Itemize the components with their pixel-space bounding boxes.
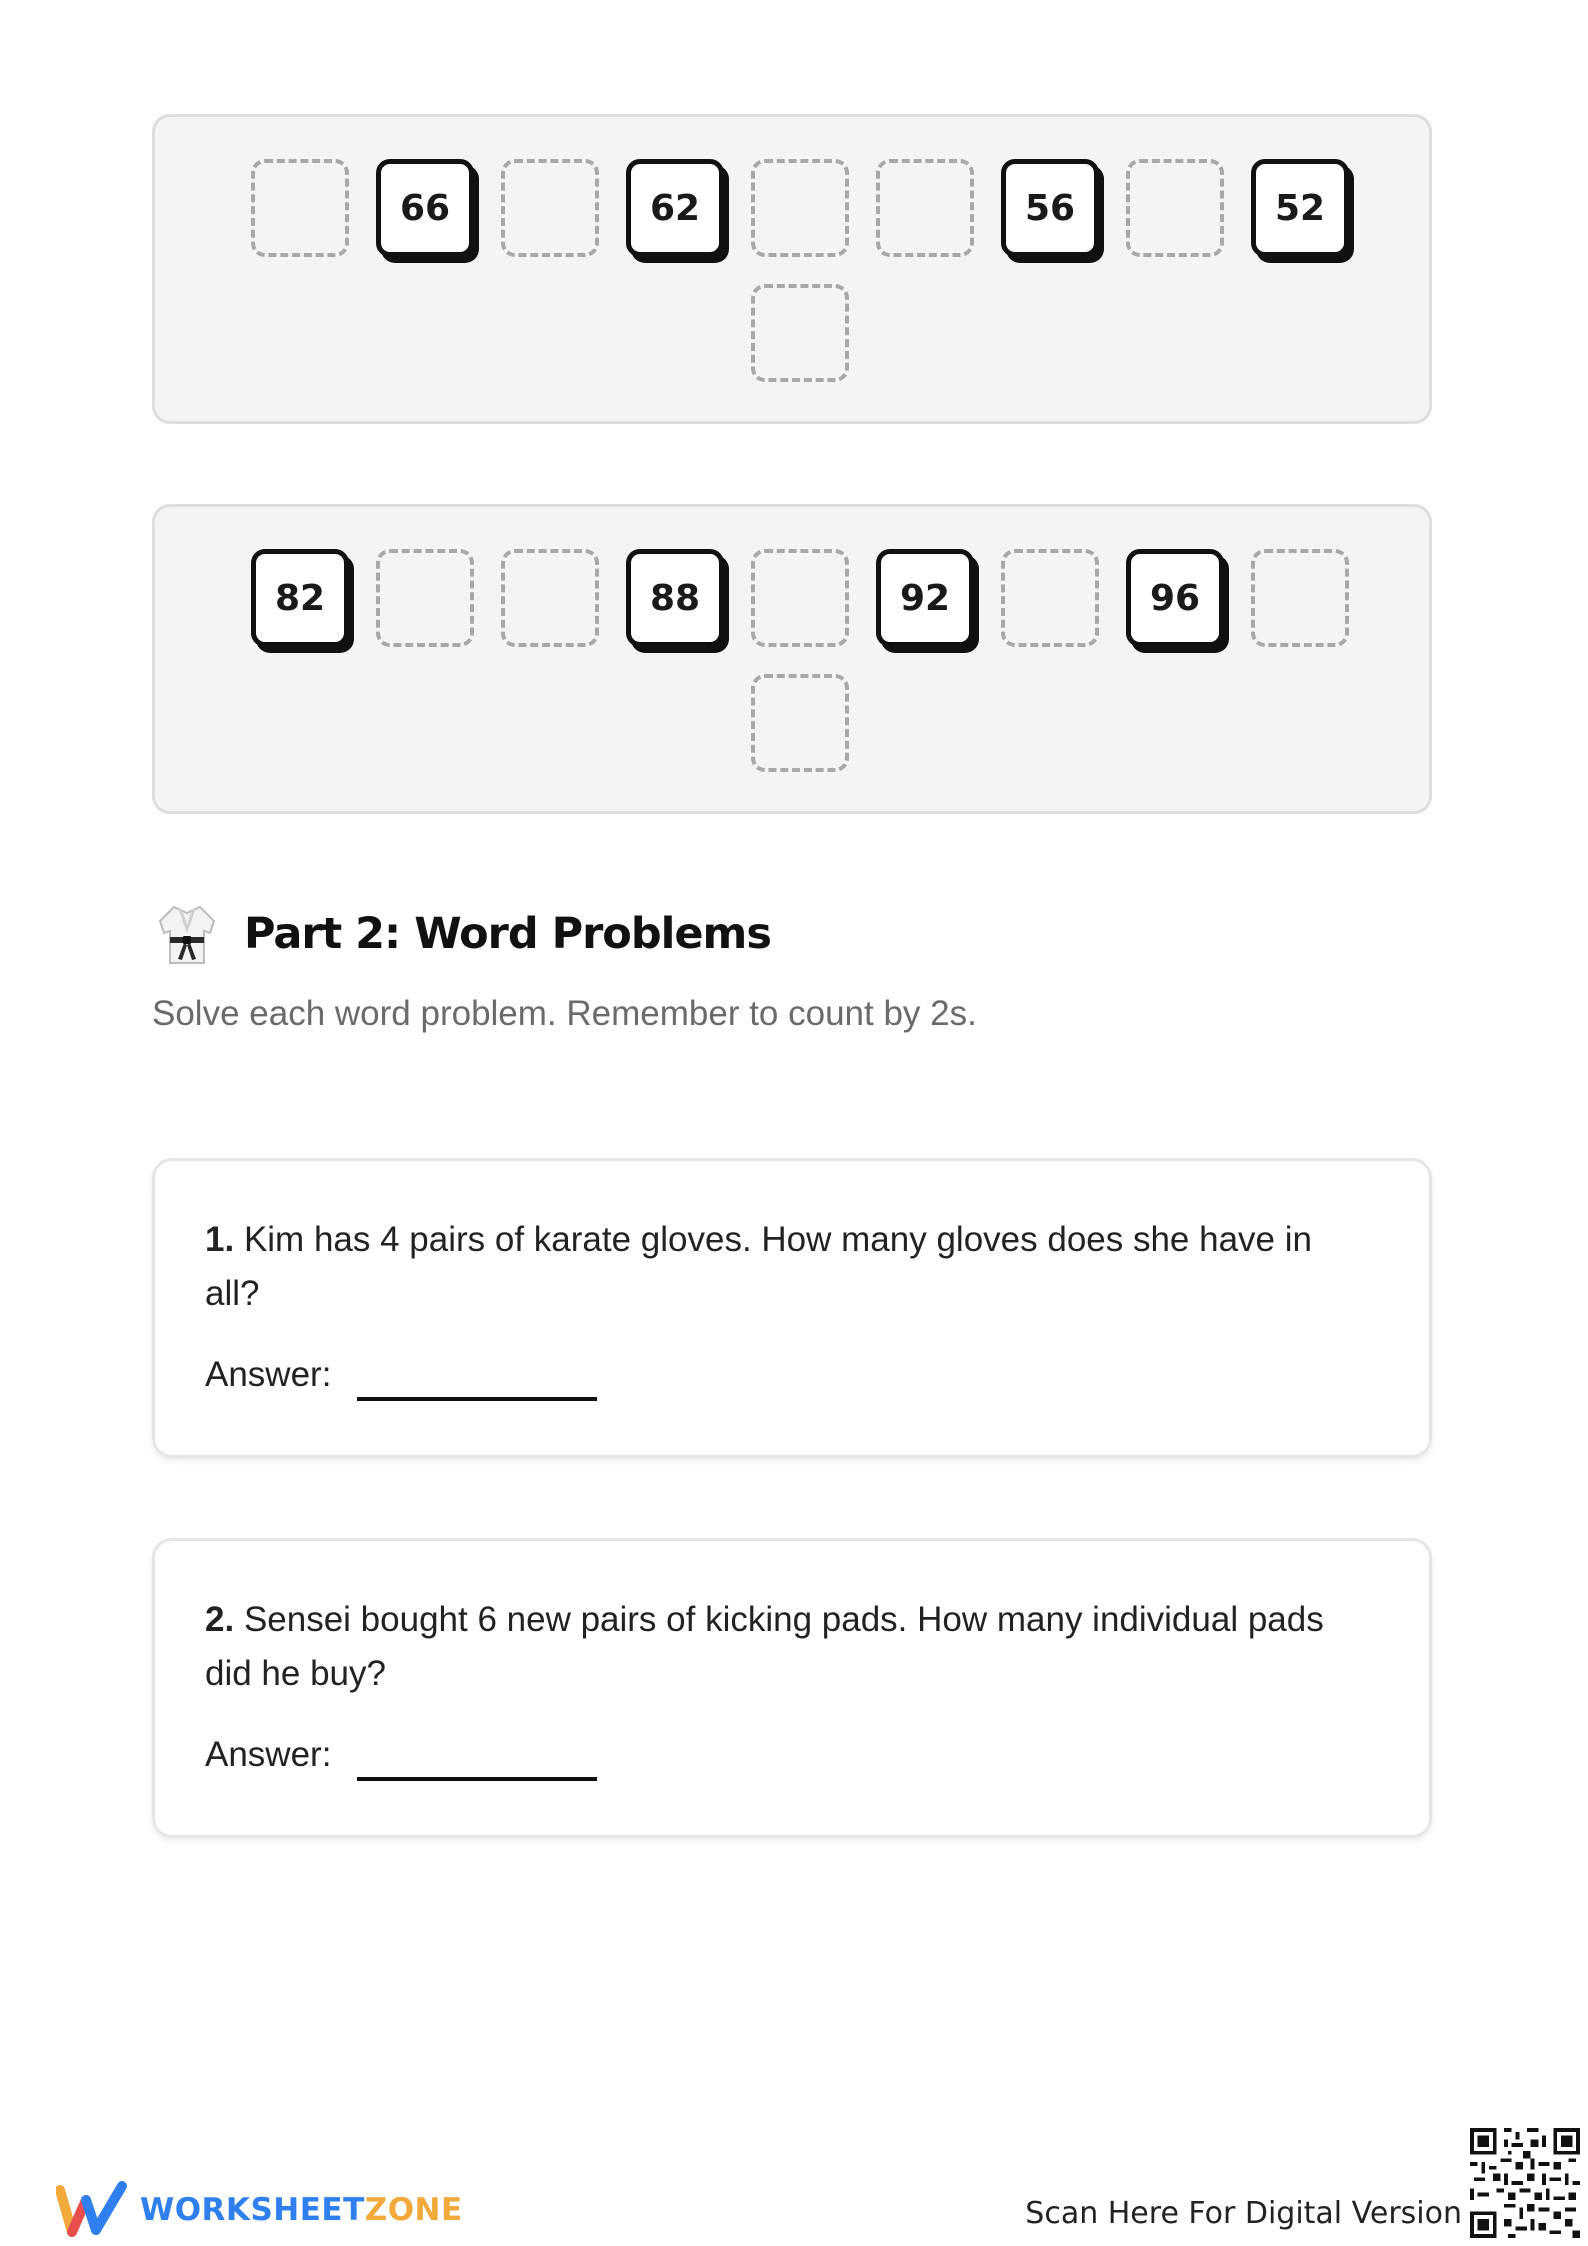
part2-heading-row <box>152 898 771 970</box>
part2-heading: Part 2: Word Problems <box>244 909 771 959</box>
brand-name <box>140 2192 463 2228</box>
sequence-cell[interactable] <box>751 549 849 647</box>
karate-gi-icon <box>152 899 222 969</box>
problem-question: Kim has 4 pairs of karate gloves. How many gloves does she have in all? <box>205 1220 1312 1313</box>
sequence-cell[interactable] <box>501 159 599 257</box>
answer-row <box>205 1355 597 1395</box>
sequence-cell[interactable] <box>751 674 849 772</box>
sequence-cell[interactable]: 56 <box>1001 159 1099 257</box>
sequence-cell[interactable]: 62 <box>626 159 724 257</box>
sequence-cell[interactable] <box>1126 159 1224 257</box>
problem-number: 2. <box>205 1600 235 1639</box>
problem-number: 1. <box>205 1220 235 1259</box>
sequence-cell[interactable] <box>751 284 849 382</box>
worksheetzone-logo-icon <box>56 2180 128 2240</box>
sequence-panel-1 <box>152 114 1432 424</box>
sequence-cell[interactable] <box>251 159 349 257</box>
sequence-cell[interactable] <box>501 549 599 647</box>
word-problem-card-2 <box>152 1538 1432 1838</box>
word-problem-card-1 <box>152 1158 1432 1458</box>
answer-blank[interactable] <box>357 1777 597 1781</box>
answer-label: Answer: <box>205 1735 332 1774</box>
problem-text <box>205 1213 1375 1321</box>
brand-secondary: ZONE <box>364 2192 463 2228</box>
sequence-cell[interactable]: 92 <box>876 549 974 647</box>
sequence-cell[interactable] <box>1001 549 1099 647</box>
worksheetzone-logo[interactable] <box>56 2180 463 2240</box>
sequence-panel-2 <box>152 504 1432 814</box>
sequence-cell[interactable]: 88 <box>626 549 724 647</box>
brand-primary: WORKSHEET <box>140 2192 365 2228</box>
sequence-cell[interactable] <box>876 159 974 257</box>
sequence-cell[interactable]: 96 <box>1126 549 1224 647</box>
sequence-cell[interactable]: 66 <box>376 159 474 257</box>
sequence-cell[interactable]: 82 <box>251 549 349 647</box>
problem-text <box>205 1593 1375 1701</box>
answer-row <box>205 1735 597 1775</box>
sequence-cell[interactable] <box>376 549 474 647</box>
scan-caption: Scan Here For Digital Version <box>1025 2196 1462 2231</box>
part2-instructions: Solve each word problem. Remember to count by 2s. <box>152 994 977 1033</box>
sequence-cell[interactable]: 52 <box>1251 159 1349 257</box>
sequence-cell[interactable] <box>1251 549 1349 647</box>
answer-blank[interactable] <box>357 1397 597 1401</box>
qr-code-icon[interactable] <box>1470 2128 1580 2238</box>
problem-question: Sensei bought 6 new pairs of kicking pads. How many individual pads did he buy? <box>205 1600 1324 1693</box>
answer-label: Answer: <box>205 1355 332 1394</box>
sequence-cell[interactable] <box>751 159 849 257</box>
